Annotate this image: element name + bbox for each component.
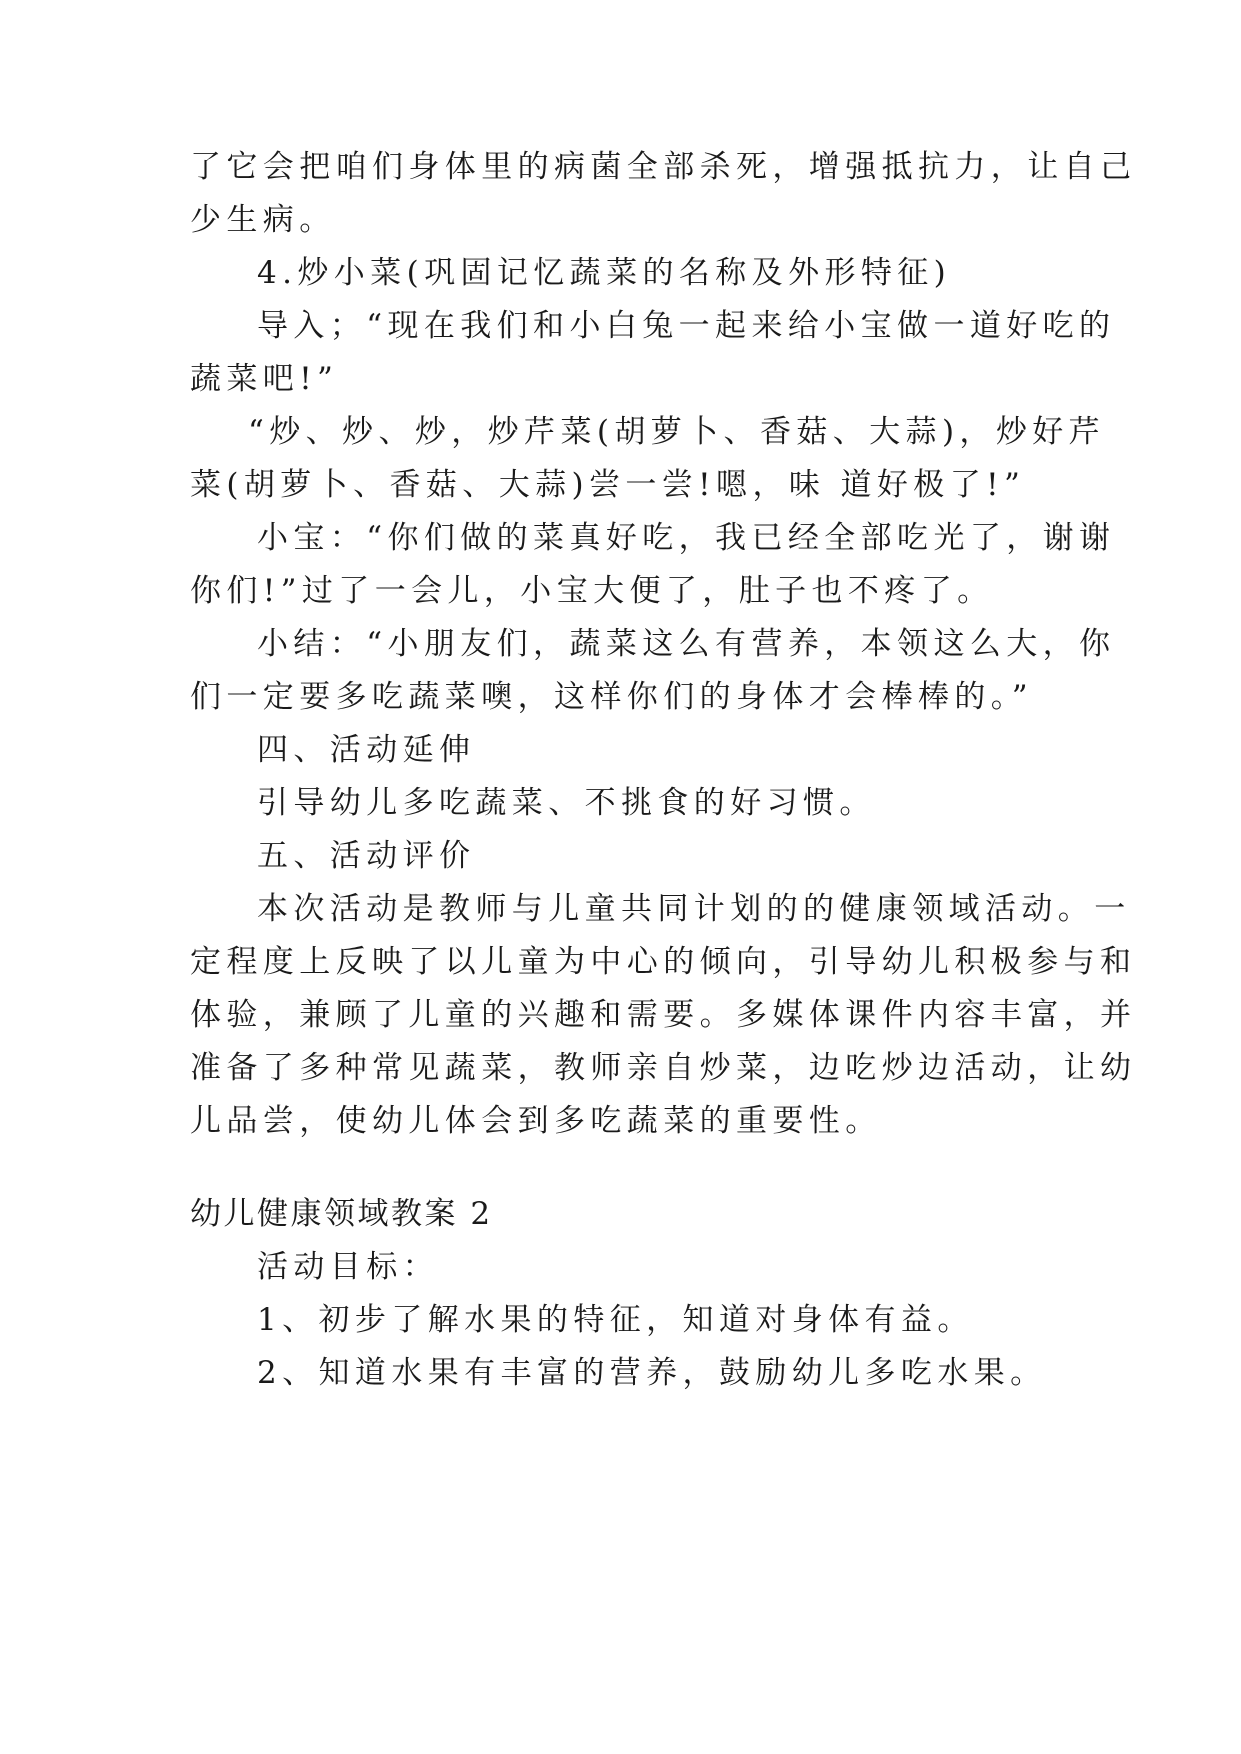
body-text-line: 小结：“小朋友们，蔬菜这么有营养，本领这么大，你: [257, 626, 1116, 662]
body-text-line: 少生病。: [190, 202, 336, 238]
list-item: 1、初步了解水果的特征，知道对身体有益。: [257, 1302, 974, 1338]
section-heading: 四、活动延伸: [257, 732, 476, 768]
body-text-line: 菜(胡萝卜、香菇、大蒜)尝一尝!嗯，味 道好极了!”: [190, 467, 1026, 503]
body-text-line: 定程度上反映了以儿童为中心的倾向，引导幼儿积极参与和: [190, 944, 1137, 980]
section-heading: 五、活动评价: [257, 838, 476, 874]
body-text-line: 准备了多种常见蔬菜，教师亲自炒菜，边吃炒边活动，让幼: [190, 1050, 1137, 1086]
list-item: 2、知道水果有丰富的营养，鼓励幼儿多吃水果。: [257, 1355, 1047, 1391]
body-text-line: 本次活动是教师与儿童共同计划的的健康领域活动。一: [257, 891, 1131, 927]
body-text-line: 导入；“现在我们和小白兔一起来给小宝做一道好吃的: [257, 308, 1116, 344]
body-text-line: 们一定要多吃蔬菜噢，这样你们的身体才会棒棒的。”: [190, 679, 1033, 715]
body-text-line: 体验，兼顾了儿童的兴趣和需要。多媒体课件内容丰富，并: [190, 997, 1137, 1033]
document-title: 幼儿健康领域教案 2: [190, 1196, 493, 1232]
body-text-line: 了它会把咱们身体里的病菌全部杀死，增强抵抗力，让自己: [190, 149, 1137, 185]
body-text-line: 引导幼儿多吃蔬菜、不挑食的好习惯。: [257, 785, 876, 821]
body-text-line: 小宝：“你们做的菜真好吃，我已经全部吃光了，谢谢: [257, 520, 1116, 556]
body-text-line: 你们!”过了一会儿，小宝大便了，肚子也不疼了。: [190, 573, 994, 609]
body-text-line: 儿品尝，使幼儿体会到多吃蔬菜的重要性。: [190, 1103, 882, 1139]
body-text-line: 蔬菜吧!”: [190, 361, 339, 397]
section-step-heading: 4.炒小菜(巩固记忆蔬菜的名称及外形特征): [257, 255, 952, 291]
body-text-line: “炒、炒、炒，炒芹菜(胡萝卜、香菇、大蒜)，炒好芹: [248, 414, 1106, 450]
section-heading: 活动目标：: [257, 1249, 439, 1285]
